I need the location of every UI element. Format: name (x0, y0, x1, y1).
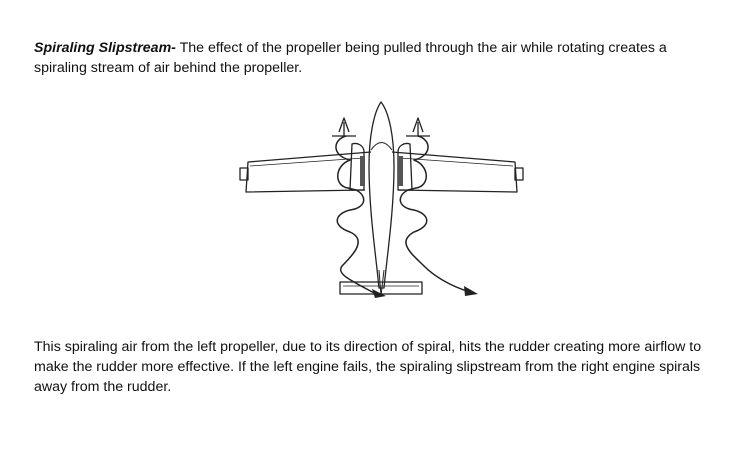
vertical-stabilizer (379, 270, 384, 296)
right-propeller (406, 118, 430, 136)
intro-text: The effect of the propeller being pulled through the air while rotating creates a spiraling stream of air behind the propeller. (34, 40, 667, 76)
fuselage (369, 102, 394, 288)
airplane-slipstream-diagram (238, 96, 530, 312)
left-propeller (332, 118, 356, 136)
right-arrowhead (464, 286, 478, 296)
intro-paragraph (34, 38, 714, 78)
term-heading: Spiraling Slipstream- (34, 40, 176, 56)
left-wing (246, 152, 371, 192)
body-paragraph: This spiraling air from the left propeller, due to its direction of spiral, hits the rudder creating more airflow to make the rudder more effective. If the left engine fails, the spiraling slipstream from the right engine spirals away from the rudder. (34, 339, 702, 395)
